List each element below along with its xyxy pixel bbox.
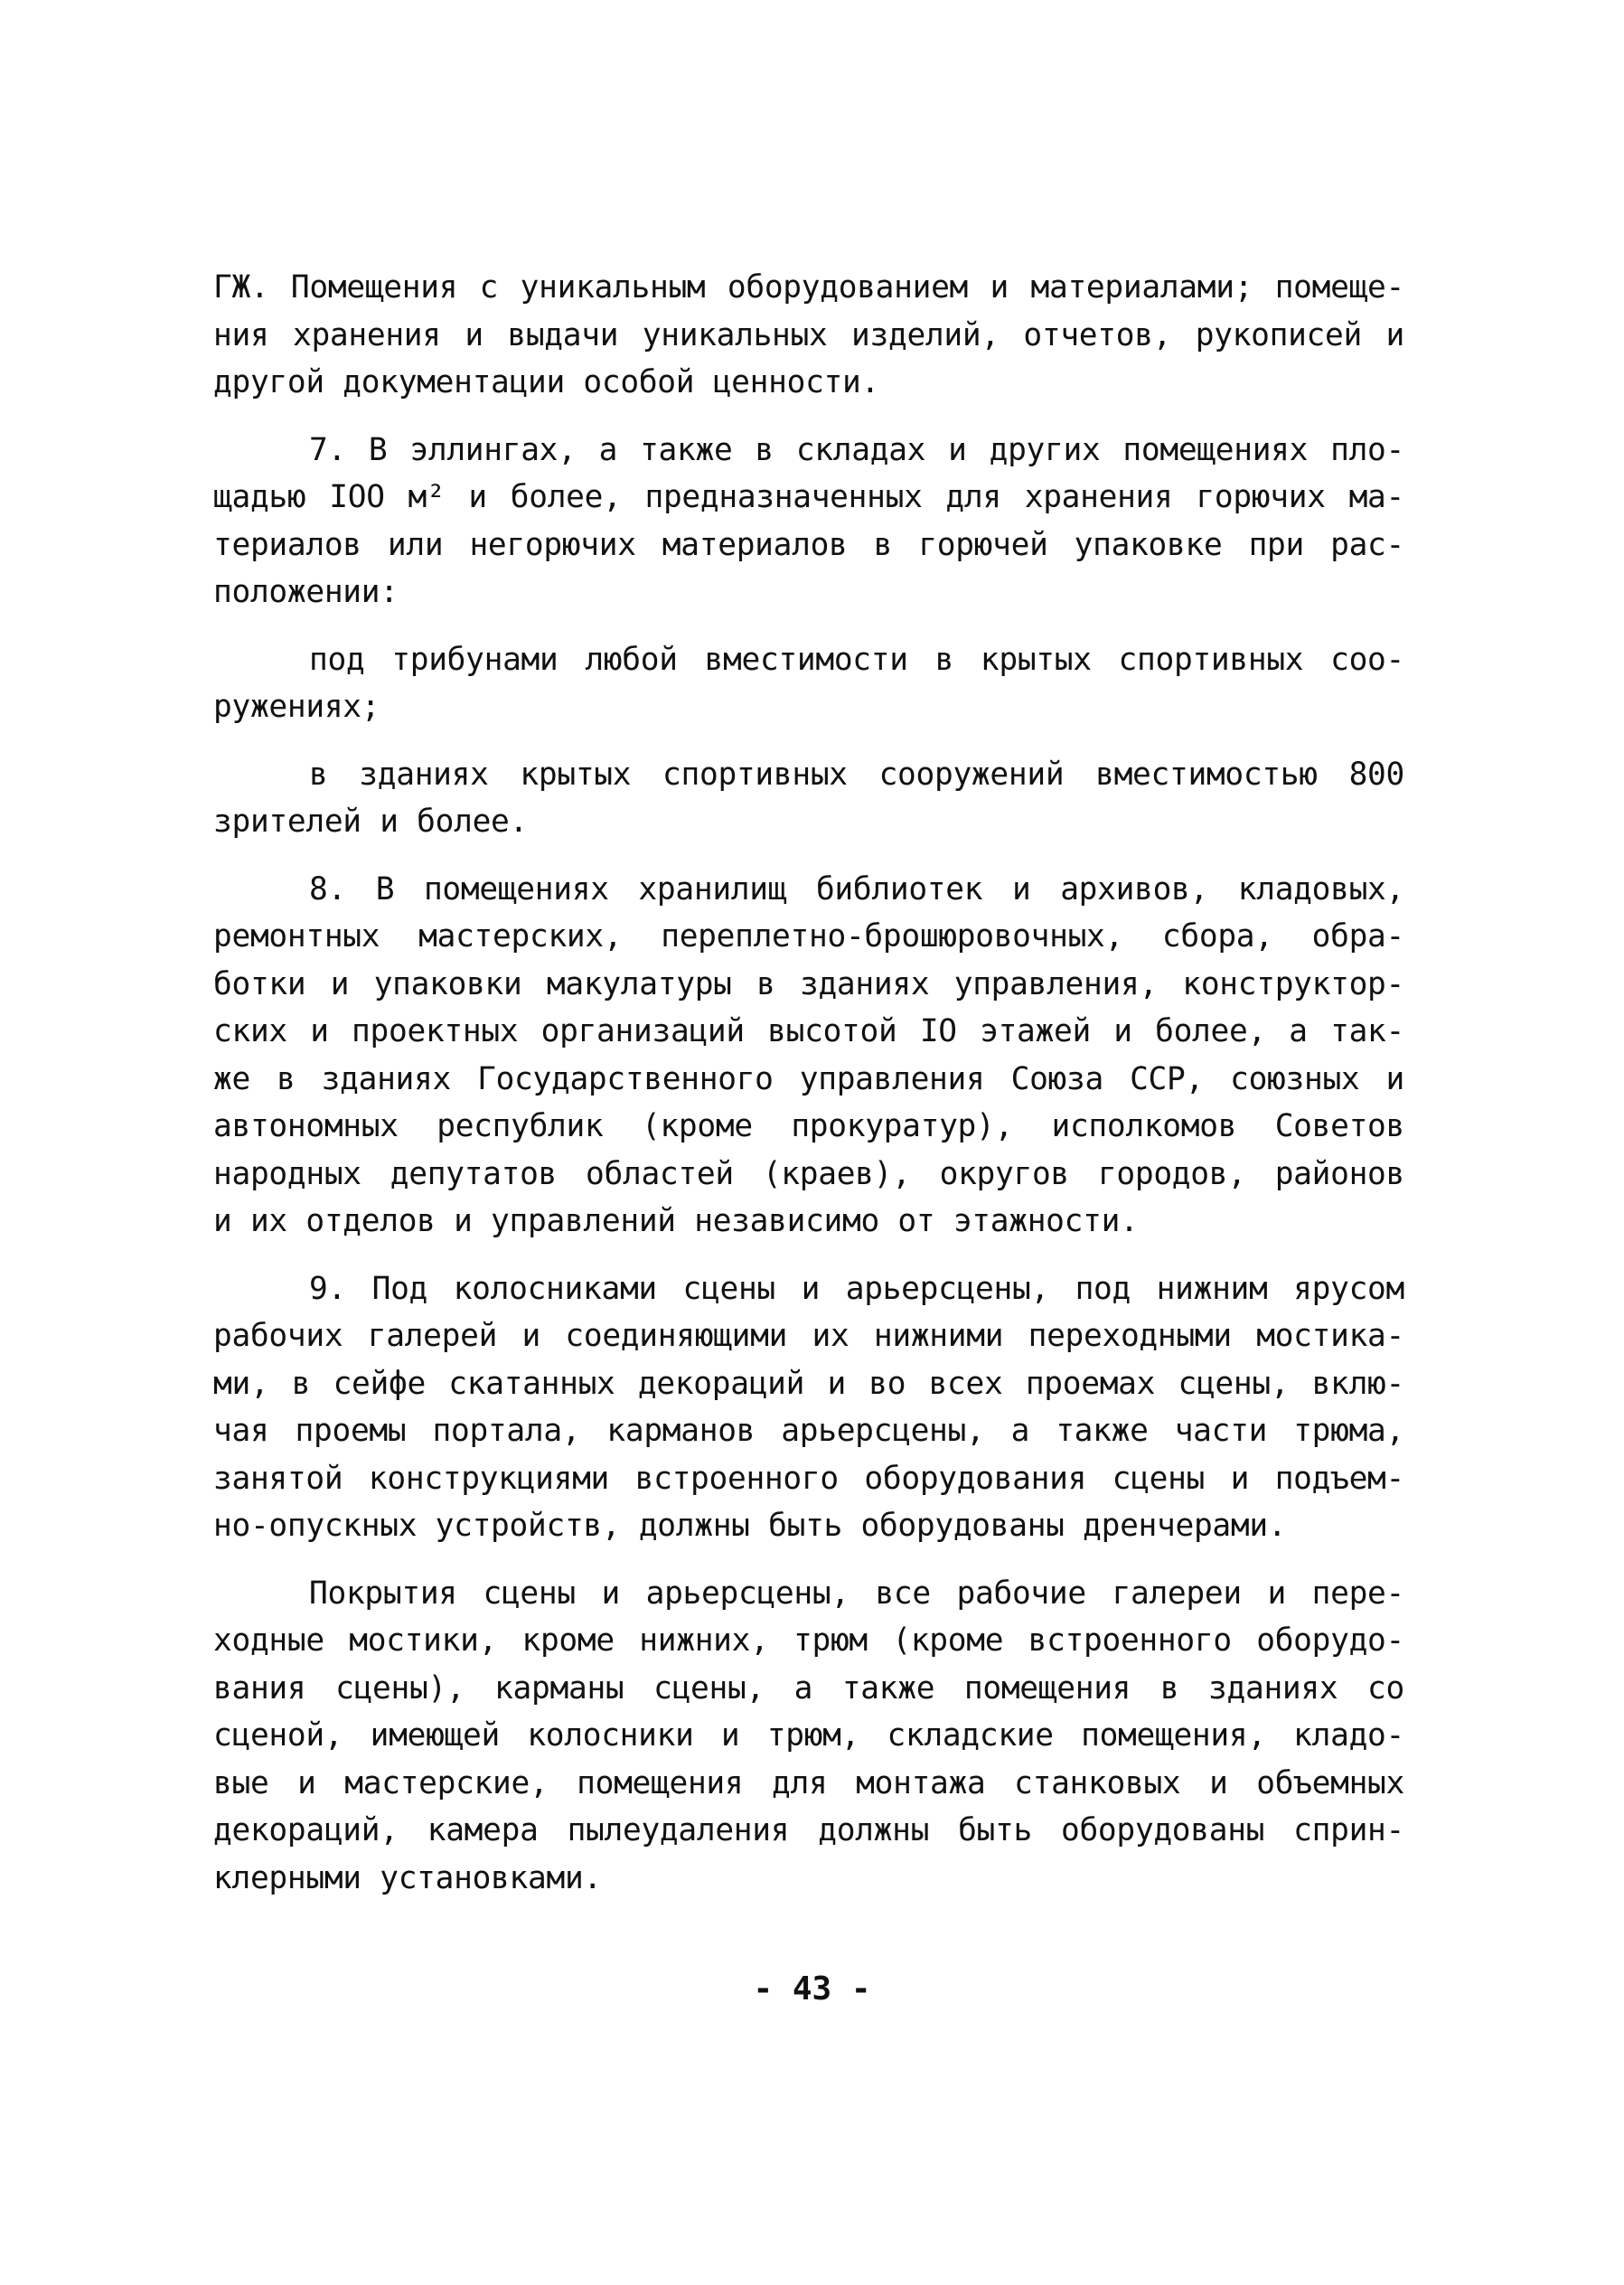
text-line: ми, в сейфе скатанных декораций и во всех проемах сцены, вклю- [213, 1365, 1404, 1402]
text-line: 7. В эллингах, а также в складах и других помещениях пло- [309, 431, 1404, 468]
text-line: и их отделов и управлений независимо от этажности. [213, 1203, 1139, 1239]
text-line: 8. В помещениях хранилищ библиотек и архивов, кладовых, [309, 870, 1404, 907]
paragraph-gap [213, 1246, 1404, 1265]
paragraph-item-8 [213, 866, 1404, 1246]
text-line: 9. Под колосниками сцены и арьерсцены, под нижним ярусом [309, 1270, 1404, 1307]
text-line: вания сцены), карманы сцены, а также помещения в зданиях со [213, 1669, 1404, 1707]
text-line: зрителей и более. [213, 804, 529, 840]
paragraph-gap [213, 731, 1404, 751]
text-line: рабочих галерей и соединяющими их нижними переходными мостика- [213, 1318, 1404, 1354]
text-line: ремонтных мастерских, переплетно-брошюровочных, сбора, обра- [213, 918, 1404, 954]
text-line: занятой конструкциями встроенного оборудования сцены и подъем- [213, 1460, 1404, 1497]
text-line: в зданиях крытых спортивных сооружений вместимостью 800 [309, 756, 1404, 793]
text-line: декораций, камера пылеудаления должны быть оборудованы сприн- [213, 1812, 1404, 1848]
page-number: - 43 - [753, 1970, 871, 2008]
text-line: ГЖ. Помещения с уникальным оборудованием и материалами; помеще- [213, 269, 1404, 306]
text-line: народных депутатов областей (краев), округов городов, районов [213, 1155, 1404, 1192]
text-line: под трибунами любой вместимости в крытых спортивных соо- [309, 641, 1404, 678]
text-line: щадью IOO м² и более, предназначенных для хранения горючих ма- [213, 479, 1404, 515]
paragraph-item-7 [213, 427, 1404, 616]
text-line: сценой, имеющей колосники и трюм, складские помещения, кладо- [213, 1717, 1404, 1754]
text-line: клерными установками. [213, 1859, 602, 1896]
paragraph-item-9-cont [213, 1570, 1404, 1903]
text-line: другой документации особой ценности. [213, 364, 879, 400]
text-line: ния хранения и выдачи уникальных изделий, отчетов, рукописей и [213, 316, 1404, 353]
text-line: Покрытия сцены и арьерсцены, все рабочие галереи и пере- [309, 1575, 1404, 1612]
text-line: вые и мастерские, помещения для монтажа станковых и объемных [213, 1764, 1404, 1801]
paragraph-item-9 [213, 1265, 1404, 1550]
paragraph-gap [213, 846, 1404, 866]
paragraph-gap [213, 407, 1404, 427]
text-line: ружениях; [213, 689, 380, 725]
text-line: но-опускных устройств, должны быть оборудованы дренчерами. [213, 1508, 1287, 1544]
text-line: ботки и упаковки макулатуры в зданиях управления, конструктор- [213, 965, 1404, 1002]
paragraph-item-gzh [213, 264, 1404, 407]
paragraph-item-7-a [213, 636, 1404, 731]
text-line: ских и проектных организаций высотой IO этажей и более, а так- [213, 1013, 1404, 1049]
text-line: чая проемы портала, карманов арьерсцены, а также части трюма, [213, 1413, 1404, 1449]
text-line: ходные мостики, кроме нижних, трюм (кроме встроенного оборудо- [213, 1622, 1404, 1659]
text-line: териалов или негорючих материалов в горючей упаковке при рас- [213, 526, 1404, 563]
text-line: же в зданиях Государственного управления Союза ССР, союзных и [213, 1060, 1404, 1097]
paragraph-gap [213, 616, 1404, 636]
text-line: положении: [213, 574, 399, 610]
paragraph-item-7-b [213, 751, 1404, 846]
document-body [213, 264, 1404, 1902]
text-line: автономных республик (кроме прокуратур), исполкомов Советов [213, 1108, 1404, 1144]
paragraph-gap [213, 1550, 1404, 1570]
